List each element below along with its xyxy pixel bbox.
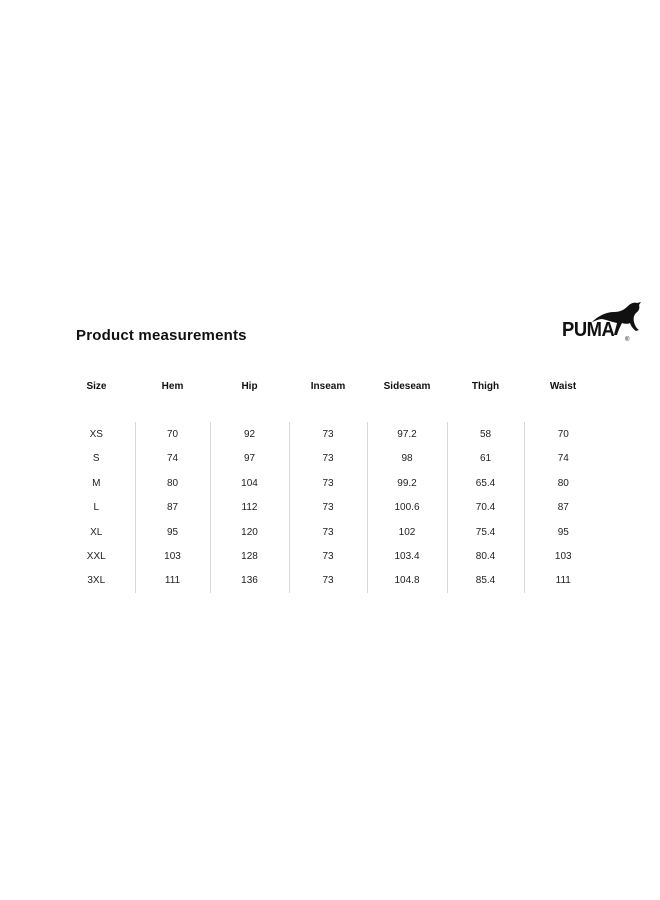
cell-hem: 95 <box>135 520 210 544</box>
cell-hem: 87 <box>135 496 210 520</box>
header-waist: Waist <box>549 380 577 392</box>
cell-hip: 92 <box>210 422 289 446</box>
cell-waist: 95 <box>557 526 569 538</box>
cell-waist: 111 <box>555 575 571 587</box>
table-row <box>58 520 602 544</box>
cell-inseam: 73 <box>289 471 367 495</box>
cell-thigh: 61 <box>447 447 524 471</box>
cell-waist: 74 <box>557 453 569 465</box>
header-spacer <box>58 398 602 422</box>
cell-thigh: 65.4 <box>447 471 524 495</box>
cell-hip: 120 <box>210 520 289 544</box>
cell-inseam: 73 <box>289 422 367 446</box>
cell-waist: 103 <box>554 551 572 563</box>
cell-inseam: 73 <box>289 496 367 520</box>
table-row <box>58 544 602 568</box>
puma-logo <box>560 302 642 350</box>
cell-size: XL <box>58 520 135 544</box>
cell-size: S <box>58 447 135 471</box>
cell-sideseam: 102 <box>367 520 447 544</box>
cell-sideseam: 100.6 <box>367 496 447 520</box>
cell-hem: 70 <box>135 422 210 446</box>
puma-wordmark: PUMA <box>562 319 615 341</box>
cell-hem: 74 <box>135 447 210 471</box>
cell-hip: 136 <box>210 569 289 593</box>
header-hem: Hem <box>161 380 184 392</box>
cell-waist: 87 <box>557 502 569 514</box>
header-inseam: Inseam <box>310 380 346 392</box>
cell-size: M <box>58 471 135 495</box>
cell-size: XXL <box>58 544 135 568</box>
cell-hem: 103 <box>135 544 210 568</box>
cell-size: XS <box>58 422 135 446</box>
cell-sideseam: 104.8 <box>367 569 447 593</box>
cell-thigh: 58 <box>447 422 524 446</box>
cell-waist: 70 <box>557 429 569 441</box>
cell-inseam: 73 <box>289 544 367 568</box>
size-table <box>58 374 602 593</box>
cell-sideseam: 99.2 <box>367 471 447 495</box>
cell-sideseam: 97.2 <box>367 422 447 446</box>
cell-hem: 111 <box>135 569 210 593</box>
table-row <box>58 471 602 495</box>
cell-inseam: 73 <box>289 520 367 544</box>
header-thigh: Thigh <box>471 380 500 392</box>
cell-thigh: 80.4 <box>447 544 524 568</box>
table-header-row <box>58 374 602 398</box>
cell-waist: 80 <box>557 477 569 489</box>
header-hip: Hip <box>241 380 258 392</box>
table-row <box>58 447 602 471</box>
header-sideseam: Sideseam <box>383 380 431 392</box>
cell-thigh: 70.4 <box>447 496 524 520</box>
cell-hip: 104 <box>210 471 289 495</box>
cell-thigh: 85.4 <box>447 569 524 593</box>
page-title: Product measurements <box>76 327 247 344</box>
cell-hip: 112 <box>210 496 289 520</box>
table-row <box>58 422 602 446</box>
cell-inseam: 73 <box>289 447 367 471</box>
cell-size: 3XL <box>58 569 135 593</box>
cell-size: L <box>58 496 135 520</box>
cell-thigh: 75.4 <box>447 520 524 544</box>
cell-sideseam: 103.4 <box>367 544 447 568</box>
cell-inseam: 73 <box>289 569 367 593</box>
table-row <box>58 569 602 593</box>
cell-hip: 97 <box>210 447 289 471</box>
table-row <box>58 496 602 520</box>
registered-mark: ® <box>625 337 630 343</box>
cell-hip: 128 <box>210 544 289 568</box>
cell-sideseam: 98 <box>367 447 447 471</box>
cell-hem: 80 <box>135 471 210 495</box>
header-size: Size <box>86 380 107 392</box>
